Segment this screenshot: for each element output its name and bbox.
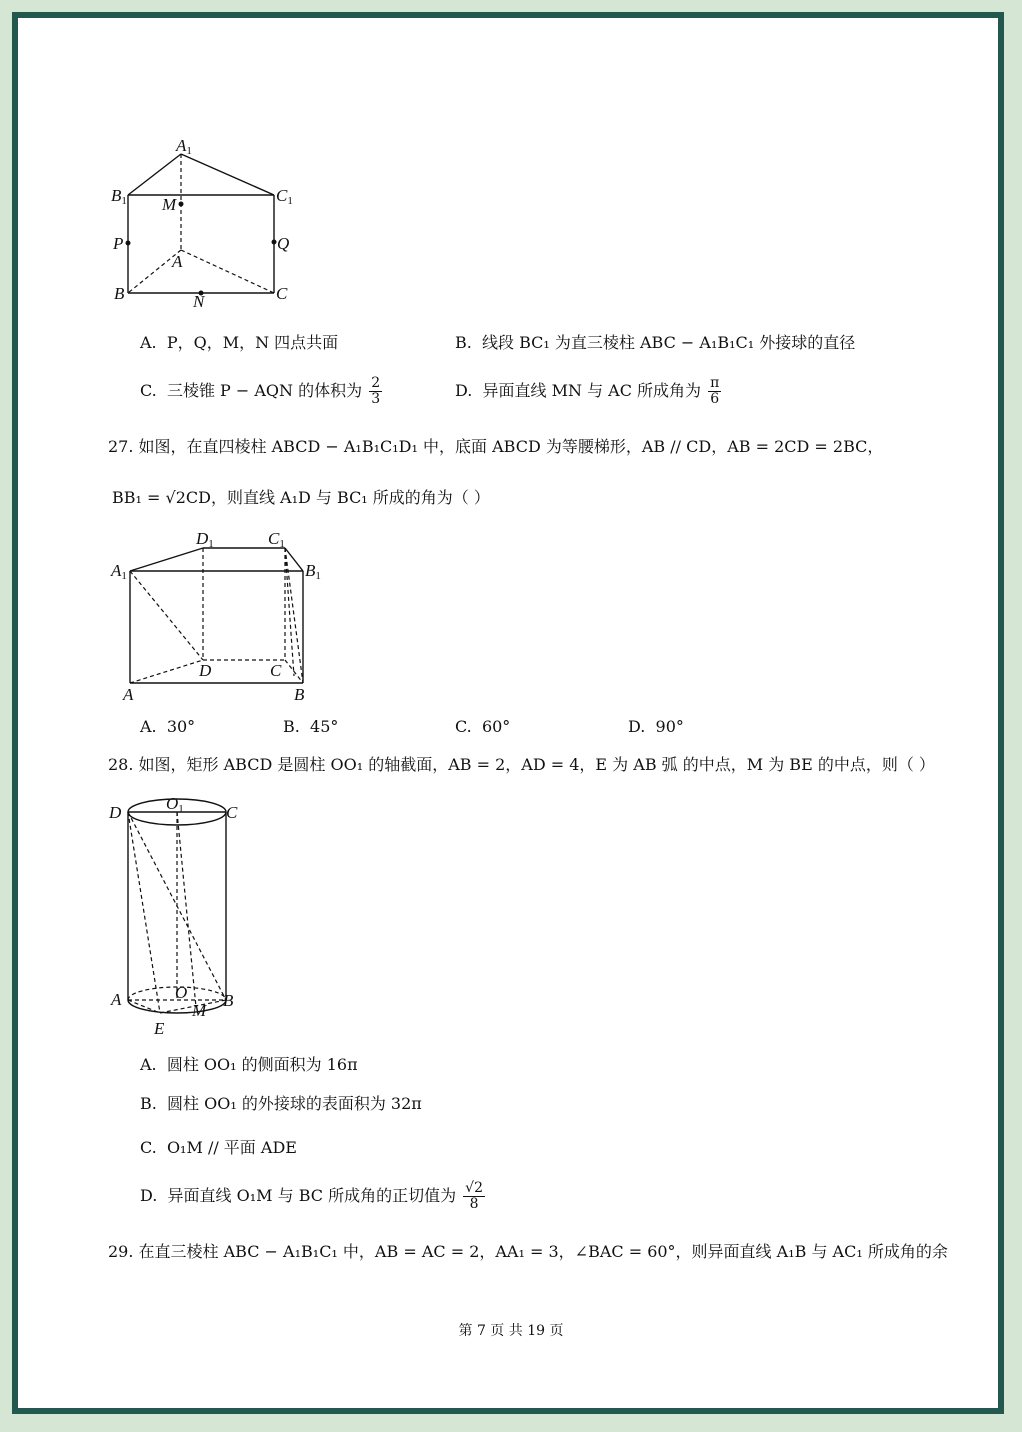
q26-prism-figure — [108, 138, 308, 313]
label-D1: D1 — [196, 529, 214, 550]
q26-option-d: D. 异面直线 MN 与 AC 所成角为 $\frac{\pi}{6}$ — [455, 375, 720, 407]
q28-cylinder-figure — [108, 790, 258, 1045]
q27-option-d: D. 90° — [628, 717, 684, 736]
label-C: C — [270, 661, 282, 680]
q29-stem-line1: 29. 在直三棱柱 ABC − A₁B₁C₁ 中，AB = AC = 2，AA₁ = 3，∠BAC = 60°，则异面直线 A₁B 与 AC₁ 所成角的余 — [108, 1242, 948, 1261]
label-B: B — [114, 284, 125, 303]
q28-option-c: C. O₁M // 平面 ADE — [140, 1138, 297, 1157]
label-A: A — [172, 252, 183, 271]
page-number: 第 7 页 共 19 页 — [458, 1323, 564, 1339]
label-B: B — [223, 991, 234, 1010]
q27-prism-figure — [108, 526, 338, 706]
label-A: A — [111, 990, 122, 1009]
label-P: P — [113, 234, 124, 253]
label-B: B — [294, 685, 305, 704]
label-E: E — [154, 1019, 165, 1038]
label-C1: C1 — [276, 186, 293, 207]
label-A1: A1 — [111, 561, 127, 582]
q26-option-b: B. 线段 BC₁ 为直三棱柱 ABC − A₁B₁C₁ 外接球的直径 — [455, 333, 856, 352]
q28-option-b: B. 圆柱 OO₁ 的外接球的表面积为 32π — [140, 1094, 422, 1113]
q27-option-c: C. 60° — [455, 717, 511, 736]
q27-option-b: B. 45° — [283, 717, 339, 736]
q28-stem-line1: 28. 如图，矩形 ABCD 是圆柱 OO₁ 的轴截面，AB = 2，AD = 4，E 为 AB 弧 的中点，M 为 BE 的中点，则（ ） — [108, 755, 935, 774]
label-Q: Q — [277, 234, 290, 253]
fraction: $\frac{2}{3}$ — [371, 375, 381, 407]
q26-option-c: C. 三棱锥 P − AQN 的体积为 $\frac{2}{3}$ — [140, 375, 381, 407]
q28-option-a: A. 圆柱 OO₁ 的侧面积为 16π — [140, 1055, 358, 1074]
label-M: M — [192, 1001, 207, 1020]
label-C: C — [226, 803, 238, 822]
q27-stem-line1: 27. 如图，在直四棱柱 ABCD − A₁B₁C₁D₁ 中，底面 ABCD 为等腰梯形，AB // CD，AB = 2CD = 2BC， — [108, 437, 884, 456]
label-B1: B1 — [305, 561, 321, 582]
label-D: D — [109, 803, 122, 822]
q26-option-a: A. P，Q，M，N 四点共面 — [140, 333, 339, 352]
label-N: N — [193, 292, 205, 311]
label-A1: A1 — [176, 136, 192, 157]
label-O1: O1 — [166, 794, 184, 815]
q27-stem-line2: BB₁ = √2CD，则直线 A₁D 与 BC₁ 所成的角为（ ） — [112, 488, 490, 507]
label-O: O — [175, 983, 188, 1002]
fraction: $\frac{√2}{8}$ — [465, 1180, 483, 1212]
label-M: M — [162, 195, 177, 214]
q27-option-a: A. 30° — [140, 717, 196, 736]
label-C1: C1 — [268, 529, 285, 550]
q28-option-d: D. 异面直线 O₁M 与 BC 所成角的正切值为 $\frac{√2}{8}$ — [140, 1180, 483, 1212]
label-A: A — [123, 685, 134, 704]
label-C: C — [276, 284, 288, 303]
label-B1: B1 — [111, 186, 127, 207]
fraction: $\frac{\pi}{6}$ — [710, 375, 720, 407]
label-D: D — [199, 661, 212, 680]
